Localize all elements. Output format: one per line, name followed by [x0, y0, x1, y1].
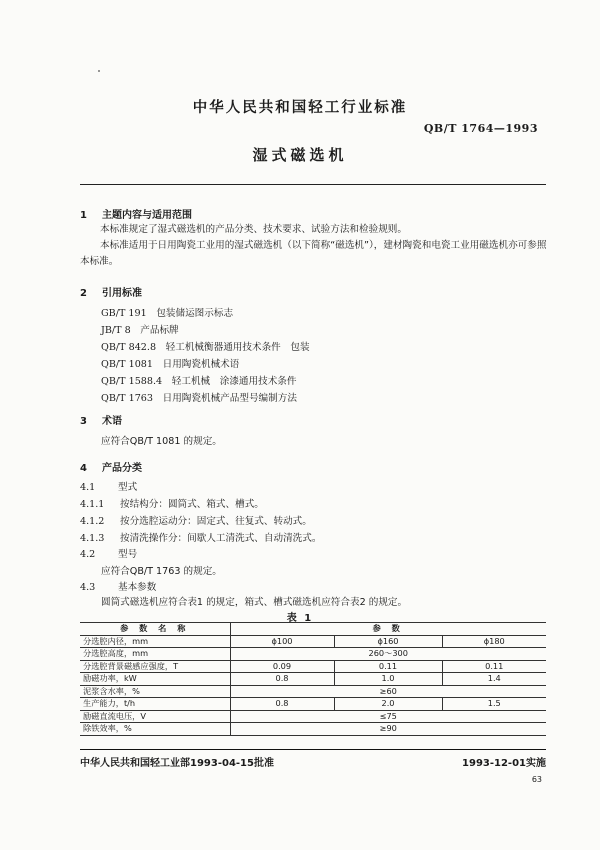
clause-text: 按结构分：圆筒式、箱式、槽式。	[120, 499, 264, 510]
scan-speck	[98, 70, 100, 72]
section-number: 2	[80, 288, 87, 299]
table-row	[80, 648, 546, 661]
subsection-4-2-body: 应符合QB/T 1763 的规定。	[101, 566, 222, 577]
header-rule	[80, 184, 546, 185]
param-name: 除铁效率，%	[80, 723, 230, 736]
document-title: 湿式磁选机	[252, 146, 348, 164]
param-value-merged: ≤75	[230, 710, 546, 723]
page-number: 63	[531, 775, 542, 784]
org-title: 中华人民共和国轻工行业标准	[192, 100, 408, 116]
reference-name: 日用陶瓷机械术语	[162, 359, 240, 370]
footer-rule	[80, 749, 546, 750]
param-value: 0.8	[230, 698, 334, 711]
subsection-4-3	[80, 579, 156, 593]
param-value-merged: ≥60	[230, 685, 546, 698]
param-value: 0.11	[442, 660, 546, 673]
param-name: 分选腔高度，mm	[80, 648, 230, 661]
section-number: 1	[80, 210, 87, 221]
clause-4-1-3	[80, 530, 321, 544]
reference-item	[101, 373, 296, 387]
section-1-heading	[80, 206, 192, 221]
reference-item	[101, 356, 239, 370]
header-params: 参 数	[230, 623, 546, 636]
param-value: ϕ160	[334, 635, 442, 648]
param-value: 2.0	[334, 698, 442, 711]
clause-number: 4.1.1	[80, 499, 105, 510]
paragraph: 本标准规定了湿式磁选机的产品分类、技术要求、试验方法和检验规则。	[100, 224, 407, 235]
table-row	[80, 710, 546, 723]
param-name: 泥浆含水率，%	[80, 685, 230, 698]
param-name: 励磁功率，kW	[80, 673, 230, 686]
param-name: 分选腔内径，mm	[80, 635, 230, 648]
subsection-4-3-body: 圆筒式磁选机应符合表1 的规定，箱式、槽式磁选机应符合表2 的规定。	[101, 597, 408, 608]
section-title: 产品分类	[102, 463, 142, 474]
clause-4-1-1	[80, 496, 264, 510]
reference-code: QB/T 1588.4	[101, 376, 163, 387]
subsection-number: 4.3	[80, 582, 96, 593]
param-value: 1.5	[442, 698, 546, 711]
subsection-4-1	[80, 479, 137, 493]
section-title: 术语	[102, 416, 122, 427]
reference-name: 日用陶瓷机械产品型号编制方法	[162, 393, 297, 404]
section-2-heading	[80, 284, 142, 299]
section-4-heading	[80, 459, 142, 474]
param-value: 0.11	[334, 660, 442, 673]
section-title: 引用标准	[102, 288, 142, 299]
reference-code: QB/T 842.8	[101, 342, 157, 353]
clause-number: 4.1.3	[80, 533, 105, 544]
section-title: 主题内容与适用范围	[102, 210, 192, 221]
reference-code: GB/T 191	[101, 308, 147, 319]
reference-code: QB/T 1081	[101, 359, 154, 370]
section-number: 4	[80, 463, 87, 474]
param-name: 生产能力，t/h	[80, 698, 230, 711]
section-number: 3	[80, 416, 87, 427]
clause-number: 4.1.2	[80, 516, 105, 527]
reference-item	[101, 322, 179, 336]
param-value: 0.09	[230, 660, 334, 673]
reference-name: 产品标牌	[140, 325, 179, 336]
param-value-merged: 260～300	[230, 648, 546, 661]
clause-text: 按清洗操作分：间歇人工清洗式、自动清洗式。	[120, 533, 322, 544]
param-value: 0.8	[230, 673, 334, 686]
standard-number: QB/T 1764—1993	[423, 122, 538, 135]
subsection-title: 型号	[118, 549, 138, 560]
subsection-number: 4.2	[80, 549, 96, 560]
approval-note: 中华人民共和国轻工业部1993-04-15批准	[80, 758, 274, 769]
reference-name: 轻工机械 涂漆通用技术条件	[171, 376, 297, 387]
paragraph: 本标准适用于日用陶瓷工业用的湿式磁选机（以下简称“磁选机”），建材陶瓷和电瓷工业用磁选机亦可参照本标准。	[80, 240, 547, 267]
effective-date: 1993-12-01实施	[462, 758, 546, 769]
table-row	[80, 698, 546, 711]
reference-code: JB/T 8	[101, 325, 131, 336]
param-value-merged: ≥90	[230, 723, 546, 736]
param-value: 1.0	[334, 673, 442, 686]
subsection-4-2	[80, 546, 137, 560]
table-row	[80, 635, 546, 648]
param-value: ϕ100	[230, 635, 334, 648]
reference-item	[101, 305, 233, 319]
table-caption: 表 1	[286, 613, 314, 624]
section-1-body	[80, 222, 550, 270]
reference-name: 轻工机械衡器通用技术条件 包装	[165, 342, 310, 353]
subsection-title: 型式	[118, 482, 138, 493]
subsection-number: 4.1	[80, 482, 96, 493]
table-row	[80, 685, 546, 698]
section-3-heading	[80, 412, 122, 427]
subsection-title: 基本参数	[118, 582, 157, 593]
param-value: ϕ180	[442, 635, 546, 648]
table-header-row	[80, 623, 546, 636]
table-row	[80, 673, 546, 686]
reference-code: QB/T 1763	[101, 393, 154, 404]
param-name: 励磁直流电压，V	[80, 710, 230, 723]
section-3-body: 应符合QB/T 1081 的规定。	[101, 436, 222, 447]
reference-item	[101, 339, 310, 353]
table-row	[80, 723, 546, 736]
reference-name: 包装储运图示标志	[156, 308, 234, 319]
param-name: 分选腔背景磁感应强度，T	[80, 660, 230, 673]
param-value: 1.4	[442, 673, 546, 686]
clause-text: 按分选腔运动分：固定式、往复式、转动式。	[120, 516, 312, 527]
table-row	[80, 660, 546, 673]
reference-item	[101, 390, 297, 404]
clause-4-1-2	[80, 513, 312, 527]
header-param-name: 参 数 名 称	[80, 623, 230, 636]
parameters-table	[80, 622, 546, 736]
